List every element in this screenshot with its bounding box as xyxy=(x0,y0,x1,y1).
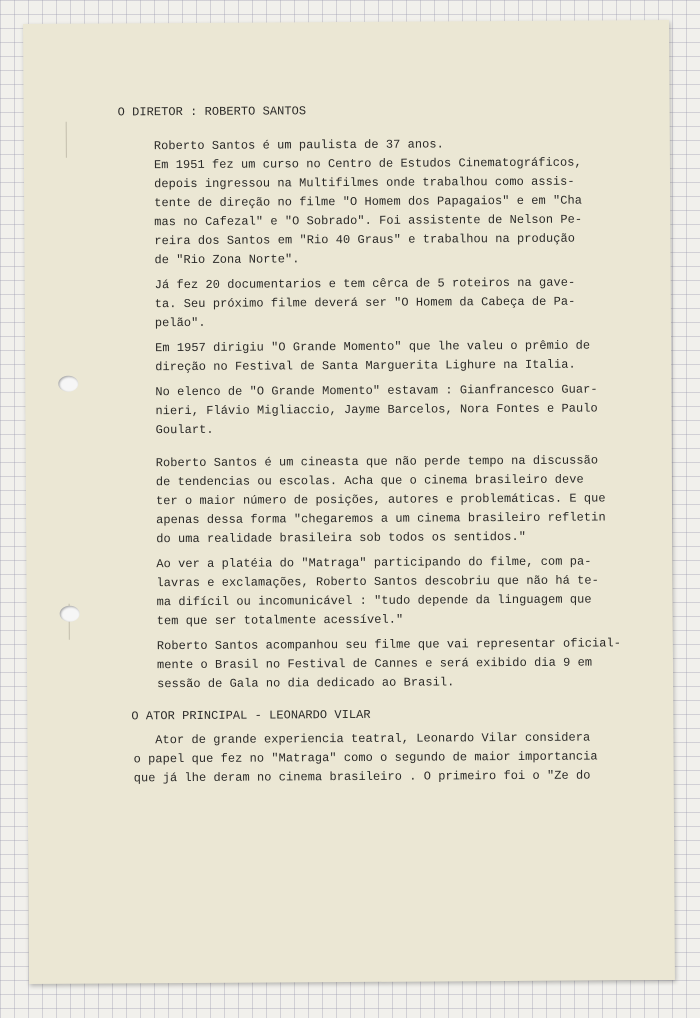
text-line: mente o Brasil no Festival de Cannes e será exibido dia 9 em xyxy=(156,655,593,673)
text-line: Goulart. xyxy=(155,422,214,438)
text-line: Ao ver a platéia do "Matraga" participando do filme, com pa- xyxy=(156,554,592,572)
text-line: o papel que fez no "Matraga" como o segundo de maior importancia xyxy=(133,749,598,767)
text-line: do uma realidade brasileira sob todos os sentidos." xyxy=(156,529,527,547)
paragraph-documentaries xyxy=(155,273,655,333)
text-line: reira dos Santos em "Rio 40 Graus" e trabalhou na produção xyxy=(154,231,576,249)
text-line: que já lhe deram no cinema brasileiro . O primeiro foi o "Ze do xyxy=(133,768,591,786)
text-line: Roberto Santos acompanhou seu filme que vai representar oficial- xyxy=(156,636,621,654)
typewritten-text xyxy=(23,20,669,786)
text-line: de "Rio Zona Norte". xyxy=(154,252,300,268)
text-line: No elenco de "O Grande Momento" estavam : Gianfrancesco Guar- xyxy=(155,382,598,400)
text-line: depois ingressou na Multifilmes onde trabalhou como assis- xyxy=(154,174,575,192)
paragraph-cannes xyxy=(157,634,657,694)
heading-director: O DIRETOR : ROBERTO SANTOS xyxy=(117,104,307,120)
text-line: de tendencias ou escolas. Acha que o cinema brasileiro deve xyxy=(155,472,584,490)
paragraph-cast xyxy=(155,380,655,440)
paragraph-matraga-audience xyxy=(156,552,656,631)
text-line: tem que ser totalmente acessível." xyxy=(156,612,404,629)
text-line: tente de direção no filme "O Homem dos Papagaios" e em "Cha xyxy=(154,193,583,211)
punch-hole-lower xyxy=(60,606,80,622)
paragraph-grande-momento xyxy=(155,336,655,377)
paragraph-philosophy xyxy=(156,451,657,549)
text-line: mas no Cafezal" e "O Sobrado". Foi assistente de Nelson Pe- xyxy=(154,212,583,230)
text-line: ta. Seu próximo filme deverá ser "O Homem da Cabeça de Pa- xyxy=(154,294,576,312)
heading-lead-actor: O ATOR PRINCIPAL - LEONARDO VILAR xyxy=(131,707,371,724)
text-line: Já fez 20 documentarios e tem cêrca de 5 roteiros na gave- xyxy=(154,275,576,293)
text-line: nieri, Flávio Migliaccio, Jayme Barcelos, Nora Fontes e Paulo xyxy=(155,401,598,419)
paragraph-group-director xyxy=(154,134,657,694)
text-line: Roberto Santos é um cineasta que não perde tempo na discussão xyxy=(155,453,599,471)
text-line: Ator de grande experiencia teatral, Leonardo Vilar considera xyxy=(133,730,591,748)
text-line: ter o maior número de posições, autores e problemáticas. E que xyxy=(155,491,606,509)
text-line: pelão". xyxy=(154,315,206,331)
text-line: ma difícil ou incomunicável : "tudo depende da linguagem que xyxy=(156,592,592,610)
text-line: direção no Festival de Santa Marguerita Lighure na Italia. xyxy=(155,357,576,375)
document-page xyxy=(23,20,675,984)
text-line: Em 1951 fez um curso no Centro de Estudos Cinematográficos, xyxy=(153,155,582,173)
paper-crease-top xyxy=(66,122,67,158)
text-line: lavras e exclamações, Roberto Santos descobriu que não há te- xyxy=(156,573,599,591)
punch-hole-upper xyxy=(58,376,78,392)
text-line: Em 1957 dirigiu "O Grande Momento" que lhe valeu o prêmio de xyxy=(155,338,591,356)
paragraph-bio xyxy=(154,134,655,270)
text-line: apenas dessa forma "chegaremos a um cinema brasileiro refletin xyxy=(156,510,606,528)
paragraph-lead-actor xyxy=(133,728,633,788)
text-line: sessão de Gala no dia dedicado ao Brasil. xyxy=(157,675,455,692)
text-line: Roberto Santos é um paulista de 37 anos. xyxy=(153,137,444,154)
